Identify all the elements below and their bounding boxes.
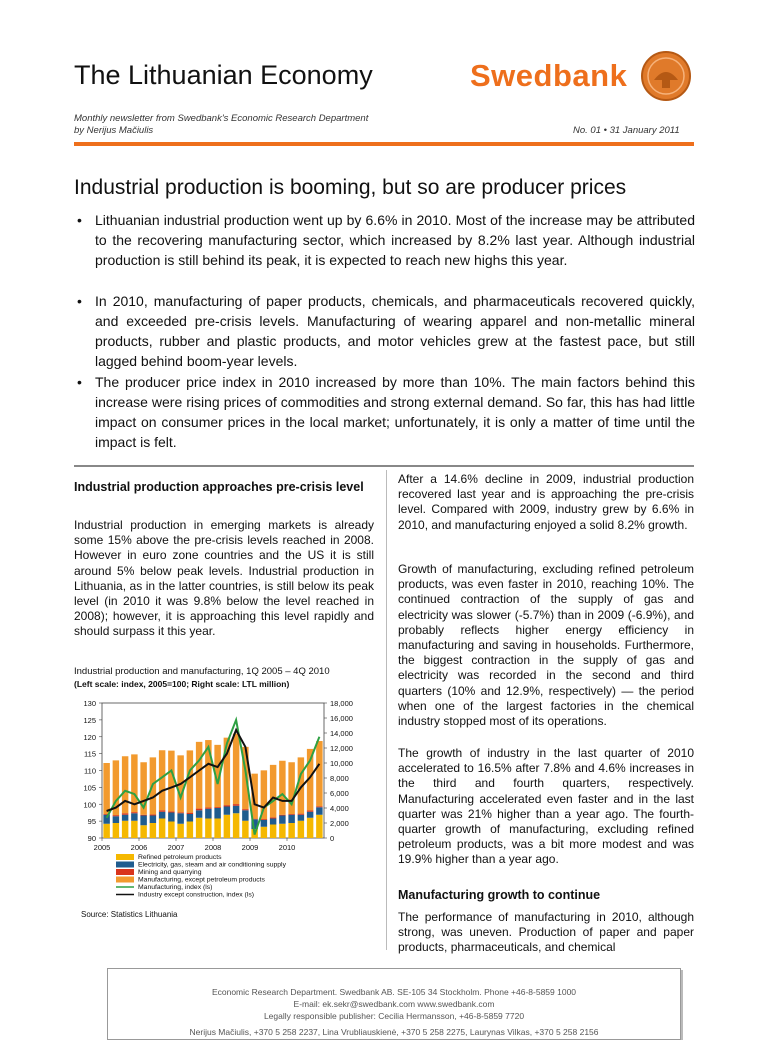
bar-segment	[159, 812, 165, 819]
footer-box	[107, 968, 681, 1040]
bar-segment	[159, 750, 165, 810]
bar-segment	[205, 808, 211, 809]
footer-authors: Nerijus Mačiulis, +370 5 258 2237, Lina Vrubliauskienė, +370 5 258 2275, Laurynas Vilkas, +370 5 258 2156	[189, 1027, 599, 1037]
bar-segment	[214, 819, 220, 839]
bar-segment	[298, 814, 304, 815]
bar-segment	[113, 823, 119, 838]
bar-segment	[196, 810, 202, 818]
legend-label: Electricity, gas, steam and air conditioning supply	[138, 861, 286, 869]
bar-segment	[242, 821, 248, 838]
bar-segment	[168, 811, 174, 812]
y-left-tick-label: 110	[84, 766, 96, 776]
legend-label: Manufacturing, index (ls)	[138, 884, 213, 891]
headline: Industrial production is booming, but so are producer prices	[74, 176, 627, 199]
bar-segment	[196, 818, 202, 838]
bar-segment	[168, 822, 174, 839]
bullet-item: • In 2010, manufacturing of paper products, chemicals, and pharmaceuticals recovered quickly, and exceeded pre-crisis levels. Manufacturing of wearing apparel and non-metallic mineral products, rubber and plastic products, and motor vehicles grew at the fastest pace, but still lagged behind boom-year levels.	[77, 293, 695, 369]
y-right-tick-label: 10,000	[330, 759, 353, 768]
bar-segment	[307, 812, 313, 818]
x-tick-label: 2005	[93, 843, 111, 852]
footer-publisher: Legally responsible publisher: Cecilia Hermansson, +46-8-5859 7720	[263, 1011, 525, 1021]
right-paragraph-3: The growth of industry in the last quarter of 2010 accelerated to 16.5% after 7.8% and 4.6% increases in the third and fourth quarters, respectively. Manufacturing accelerated even faster and in the last quarter was 21% higher than a year ago. The fourth-quarter growth of manufacturing, excluding refined petroleum products, was a bit more modest and was 19.9% higher than a year ago.	[398, 746, 694, 867]
bar-segment	[316, 815, 322, 838]
chart-title: Industrial production and manufacturing, 1Q 2005 – 4Q 2010	[74, 666, 330, 677]
bar-segment	[131, 812, 137, 813]
left-paragraph: Industrial production in emerging markets is already some 15% above the pre-crisis levels reached in 2008. However in euro zone countries and the US it is still around 5% below peak levels. Industrial production in Lithuania, as in the latter countries, is still below its peak level (in 2010 it was 9.8% below the level reached in 2008); however, it is approaching this level rapidly and should surpass it this year.	[74, 518, 374, 639]
bar-segment	[242, 809, 248, 810]
swedbank-coin-logo-icon	[640, 50, 692, 102]
y-right-tick-label: 18,000	[330, 699, 353, 708]
bar-segment	[233, 813, 239, 838]
legend-label: Refined petroleum products	[138, 854, 222, 861]
legend-swatch	[116, 869, 134, 875]
y-left-tick-label: 120	[83, 732, 96, 742]
author-line: by Nerijus Mačiulis	[74, 125, 154, 136]
bar-segment	[298, 815, 304, 821]
y-right-tick-label: 8,000	[330, 774, 349, 783]
bar-segment	[224, 815, 230, 838]
y-left-tick-label: 125	[83, 715, 96, 725]
bar-segment	[177, 824, 183, 838]
bar-segment	[140, 825, 146, 838]
x-tick-label: 2006	[130, 843, 148, 852]
right-paragraph-4: The performance of manufacturing in 2010, although strong, was uneven. Production of paper and paper products, pharmaceuticals, and chemical	[398, 910, 694, 955]
bar-segment	[150, 823, 156, 838]
bar-segment	[279, 761, 285, 815]
bar-segment	[122, 815, 128, 821]
bullet-icon: •	[77, 293, 82, 309]
bar-segment	[288, 814, 294, 815]
bar-segment	[288, 815, 294, 823]
legend-swatch	[116, 854, 134, 860]
bar-segment	[150, 816, 156, 824]
y-right-tick-label: 14,000	[330, 729, 353, 738]
bullet-icon: •	[77, 212, 82, 228]
bullet-icon: •	[77, 374, 82, 390]
newsletter-title: The Lithuanian Economy	[74, 60, 373, 90]
y-left-tick-label: 115	[84, 749, 96, 759]
bar-segment	[298, 821, 304, 838]
column-divider	[386, 470, 387, 950]
bar-segment	[159, 819, 165, 839]
bar-segment	[214, 808, 220, 819]
x-tick-label: 2007	[167, 843, 185, 852]
x-tick-label: 2010	[278, 843, 296, 852]
bar-segment	[279, 815, 285, 816]
bar-segment	[205, 809, 211, 819]
right-paragraph-1: After a 14.6% decline in 2009, industrial production recovered last year and is approaching the pre-crisis level. Compared with 2009, industry grew by 6.6% in 2010, and manufacturing enjoyed a solid 8.2% growth.	[398, 472, 694, 532]
bar-segment	[307, 818, 313, 838]
bar-segment	[103, 824, 109, 838]
footer-contact: E-mail: ek.sekr@swedbank.com www.swedbank.com	[293, 999, 495, 1009]
right-paragraph-2: Growth of manufacturing, excluding refined petroleum products, was even faster in 2010, reaching 10%. The continued contraction of the supply of gas and electricity was slower (-5.7%) than in 2009 (-6.9%), and probably reflects higher energy efficiency in manufacturing and saving in households. Furthermore, the biggest contraction in the supply of gas and electricity was recorded in the second and third quarters (10% and 12.9%, respectively) — the period when one of the largest factories in the chemical industry stopped most of its operations.	[398, 562, 694, 729]
y-right-tick-label: 4,000	[330, 804, 349, 813]
bar-segment	[140, 815, 146, 816]
bar-segment	[316, 807, 322, 815]
bar-segment	[113, 816, 119, 823]
bar-segment	[177, 813, 183, 824]
bar-segment	[122, 813, 128, 815]
bar-segment	[168, 751, 174, 812]
bar-segment	[224, 805, 230, 806]
swedbank-logo-text: Swedbank	[470, 58, 628, 93]
bar-segment	[307, 810, 313, 811]
bar-segment	[270, 825, 276, 839]
bar-segment	[113, 815, 119, 816]
bullet-item: • Lithuanian industrial production went up by 6.6% in 2010. Most of the increase may be attributed to the recovering manufacturing sector, which increased by 8.2% last year. Although industrial production is still behind its peak, it is expected to reach new highs this year.	[77, 212, 695, 268]
bar-segment	[205, 819, 211, 839]
bar-segment	[196, 742, 202, 809]
bar-segment	[140, 816, 146, 826]
bar-segment	[316, 741, 322, 806]
y-left-tick-label: 95	[87, 817, 96, 827]
bar-segment	[150, 814, 156, 815]
legend-label: Industry except construction, index (ls)	[138, 891, 254, 899]
legend-label: Mining and quarrying	[138, 869, 202, 876]
bar-segment	[261, 820, 267, 827]
bar-segment	[233, 734, 239, 805]
bar-segment	[233, 804, 239, 806]
y-left-tick-label: 130	[83, 699, 96, 708]
bar-segment	[122, 756, 128, 813]
bar-segment	[270, 817, 276, 818]
bar-segment	[187, 813, 193, 814]
bar-segment	[224, 807, 230, 815]
bar-segment	[131, 813, 137, 821]
industrial-production-chart	[74, 693, 374, 910]
y-left-tick-label: 100	[83, 800, 96, 810]
bar-segment	[242, 810, 248, 821]
bar-segment	[270, 819, 276, 825]
y-left-tick-label: 90	[87, 834, 96, 843]
bar-segment	[288, 823, 294, 838]
footer-address: Economic Research Department. Swedbank AB. SE-105 34 Stockholm. Phone +46-8-5859 1000	[211, 987, 577, 997]
y-right-tick-label: 16,000	[330, 714, 353, 723]
x-tick-label: 2009	[241, 843, 259, 852]
bar-segment	[261, 827, 267, 838]
bar-segment	[270, 765, 276, 818]
bullet-item: • The producer price index in 2010 increased by more than 10%. The main factors behind this increase were rising prices of commodities and strong external demand. So far, this has had little impact on consumer prices in the local market; unfortunately, it is only a matter of time until the impact is felt.	[77, 374, 695, 450]
bar-segment	[131, 821, 137, 838]
bar-segment	[122, 821, 128, 838]
bar-segment	[214, 807, 220, 808]
y-right-tick-label: 2,000	[330, 819, 349, 828]
bar-segment	[261, 819, 267, 820]
section-divider	[74, 465, 694, 467]
bar-segment	[187, 750, 193, 812]
bar-segment	[279, 816, 285, 824]
chart-source: Source: Statistics Lithuania	[81, 910, 178, 919]
bar-segment	[316, 806, 322, 807]
bar-segment	[288, 762, 294, 814]
bar-segment	[177, 812, 183, 813]
bar-segment	[279, 824, 285, 838]
y-left-tick-label: 105	[83, 783, 96, 793]
bar-segment	[187, 822, 193, 839]
bar-segment	[159, 810, 165, 812]
bar-segment	[187, 814, 193, 822]
legend-swatch	[116, 862, 134, 868]
left-section-heading: Industrial production approaches pre-crisis level	[74, 480, 364, 494]
y-right-tick-label: 12,000	[330, 744, 353, 753]
y-right-tick-label: 6,000	[330, 789, 349, 798]
newsletter-subtitle: Monthly newsletter from Swedbank's Economic Research Department	[74, 113, 369, 124]
bar-segment	[196, 809, 202, 811]
chart-subtitle: (Left scale: index, 2005=100; Right scale: LTL million)	[74, 679, 290, 689]
bar-segment	[233, 806, 239, 814]
right-section-heading: Manufacturing growth to continue	[398, 888, 601, 902]
bar-segment	[103, 763, 109, 814]
header-divider	[74, 142, 694, 146]
legend-label: Manufacturing, except petroleum products	[138, 876, 265, 884]
bar-segment	[168, 813, 174, 822]
issue-number-date: No. 01 • 31 January 2011	[573, 125, 680, 136]
y-right-tick-label: 0	[330, 834, 335, 843]
x-tick-label: 2008	[204, 843, 222, 852]
legend-swatch	[116, 877, 134, 883]
